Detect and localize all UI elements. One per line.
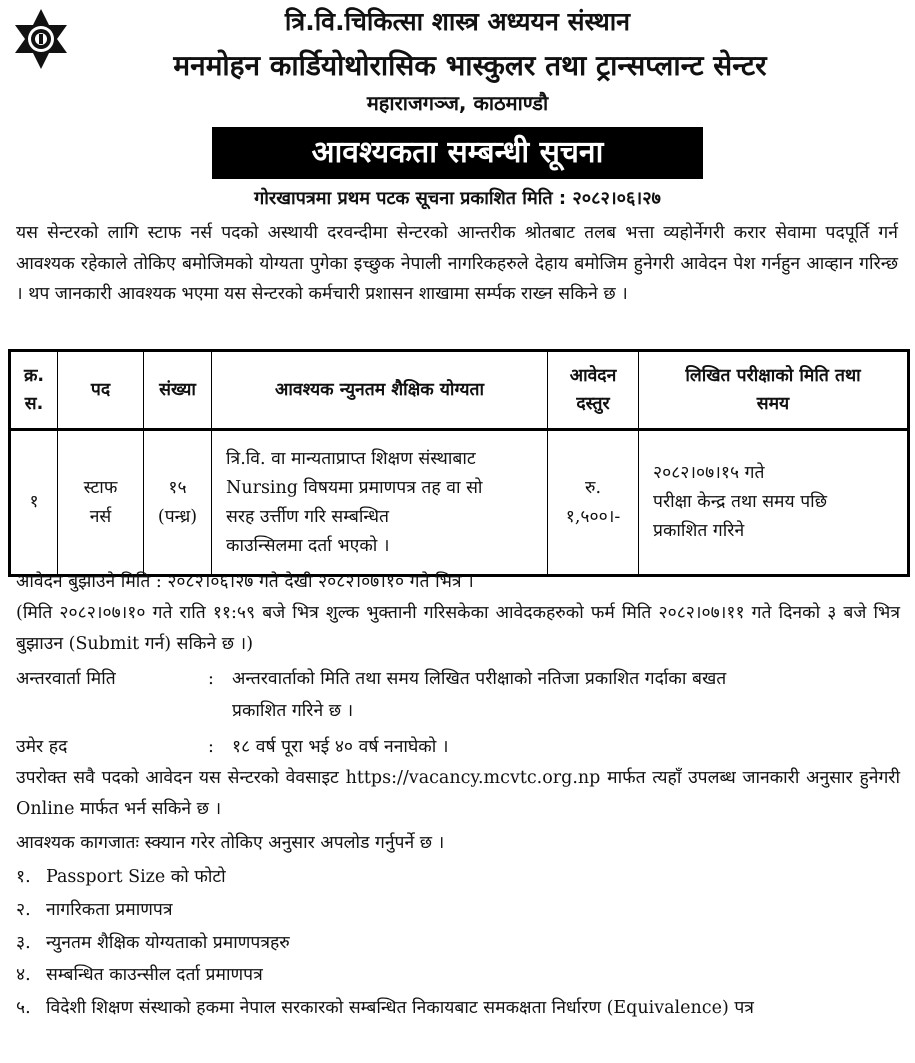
documents-intro: आवश्यक कागजातः स्क्यान गरेर तोकिए अनुसार अपलोड गर्नुपर्ने छ । <box>16 833 445 853</box>
document-item: सम्बन्धित काउन्सील दर्ता प्रमाणपत्र <box>46 965 263 985</box>
header-post: पद <box>58 351 144 430</box>
vacancy-table <box>8 349 910 577</box>
notice-title-banner: आवश्यकता सम्बन्धी सूचना <box>212 127 703 179</box>
document-number: ३. <box>16 933 31 953</box>
interview-text-line2: प्रकाशित गरिने छ । <box>232 701 354 721</box>
publication-date: गोरखापत्रमा प्रथम पटक सूचना प्रकाशित मिति : २०८२।०६।२७ <box>254 188 661 209</box>
cell-qualification: त्रि.वि. वा मान्यताप्राप्त शिक्षण संस्थाबाट Nursing विषयमा प्रमाणपत्र तह वा सो सरह उर्त्तीण गरि सम्बन्धित काउन्सिलमा दर्ता भएको । <box>212 430 548 576</box>
cell-serial: १ <box>10 430 58 576</box>
age-colon: : <box>208 737 214 757</box>
header-qualification: आवश्यक न्युनतम शैक्षिक योग्यता <box>212 351 548 430</box>
table-header-row <box>10 351 909 430</box>
table-row <box>10 430 909 576</box>
document-number: ४. <box>16 965 31 985</box>
cell-post: स्टाफ नर्स <box>58 430 144 576</box>
document-item: न्युनतम शैक्षिक योग्यताको प्रमाणपत्रहरु <box>46 933 290 953</box>
interview-colon: : <box>208 669 214 689</box>
header-serial: क्र. स. <box>10 351 58 430</box>
application-deadline: आवेदन बुझाउने मिति : २०८२।०६।२७ गते देखी २०८२।०७।१० गते भित्र । <box>16 572 474 592</box>
document-item: नागरिकता प्रमाणपत्र <box>46 900 173 920</box>
online-application-text: उपरोक्त सवै पदको आवेदन यस सेन्टरको वेवसाइट https://vacancy.mcvtc.org.np मार्फत त्यहाँ उपलब्ध जानकारी अनुसार हुनेगरी Online मार्फत भर्न सकिने छ । <box>16 768 900 819</box>
document-number: १. <box>16 867 31 887</box>
cell-count: १५ (पन्ध्र) <box>144 430 212 576</box>
header-fee: आवेदन दस्तुर <box>548 351 639 430</box>
deadline-note: (मिति २०८२।०७।१० गते राति ११:५९ बजे भित्र शुल्क भुक्तानी गरिसकेका आवेदकहरुको फर्म मिति २०८२।०७।११ गते दिनको ३ बजे भित्र बुझाउन (Submit गर्न) सकिने छ ।) <box>16 603 900 654</box>
header-exam-date: लिखित परीक्षाको मिति तथा समय <box>639 351 909 430</box>
cell-fee: रु. १,५००।- <box>548 430 639 576</box>
center-name: मनमोहन कार्डियोथोरासिक भास्कुलर तथा ट्रान्सप्लान्ट सेन्टर <box>173 49 767 82</box>
document-item: विदेशी शिक्षण संस्थाको हकमा नेपाल सरकारको सम्बन्धित निकायबाट समकक्षता निर्धारण (Equivalence) पत्र <box>46 998 754 1018</box>
center-address: महाराजगञ्ज, काठमाण्डौ <box>366 91 549 115</box>
header-count: संख्या <box>144 351 212 430</box>
interview-text-line1: अन्तरवार्ताको मिति तथा समय लिखित परीक्षाको नतिजा प्रकाशित गर्दाका बखत <box>232 669 727 689</box>
intro-paragraph: यस सेन्टरको लागि स्टाफ नर्स पदको अस्थायी दरवन्दीमा सेन्टरको आन्तरीक श्रोतबाट तलब भत्ता व्यहोर्नेगरी करार सेवामा पदपूर्ति गर्न आवश्यक रहेकाले तोकिए बमोजिमको योग्यता पुगेका इच्छुक नेपाली नागरिकहरुले देहाय बमोजिम हुनेगरी आवेदन पेश गर्नहुन आव्हान गरिन्छ । थप जानकारी आवश्यक भएमा यस सेन्टरको कर्मचारी प्रशासन शाखामा सर्म्पक राख्न सकिने छ । <box>16 223 898 304</box>
document-number: २. <box>16 900 31 920</box>
age-limit-text: १८ वर्ष पूरा भई ४० वर्ष ननाघेको । <box>232 737 449 757</box>
document-item: Passport Size को फोटो <box>46 867 226 887</box>
interview-label: अन्तरवार्ता मिति <box>16 669 116 689</box>
document-number: ५. <box>16 998 31 1018</box>
institute-name: त्रि.वि.चिकित्सा शास्त्र अध्ययन संस्थान <box>284 7 631 36</box>
age-label: उमेर हद <box>16 737 68 757</box>
cell-exam-date: २०८२।०७।१५ गते परीक्षा केन्द्र तथा समय पछि प्रकाशित गरिने <box>639 430 909 576</box>
